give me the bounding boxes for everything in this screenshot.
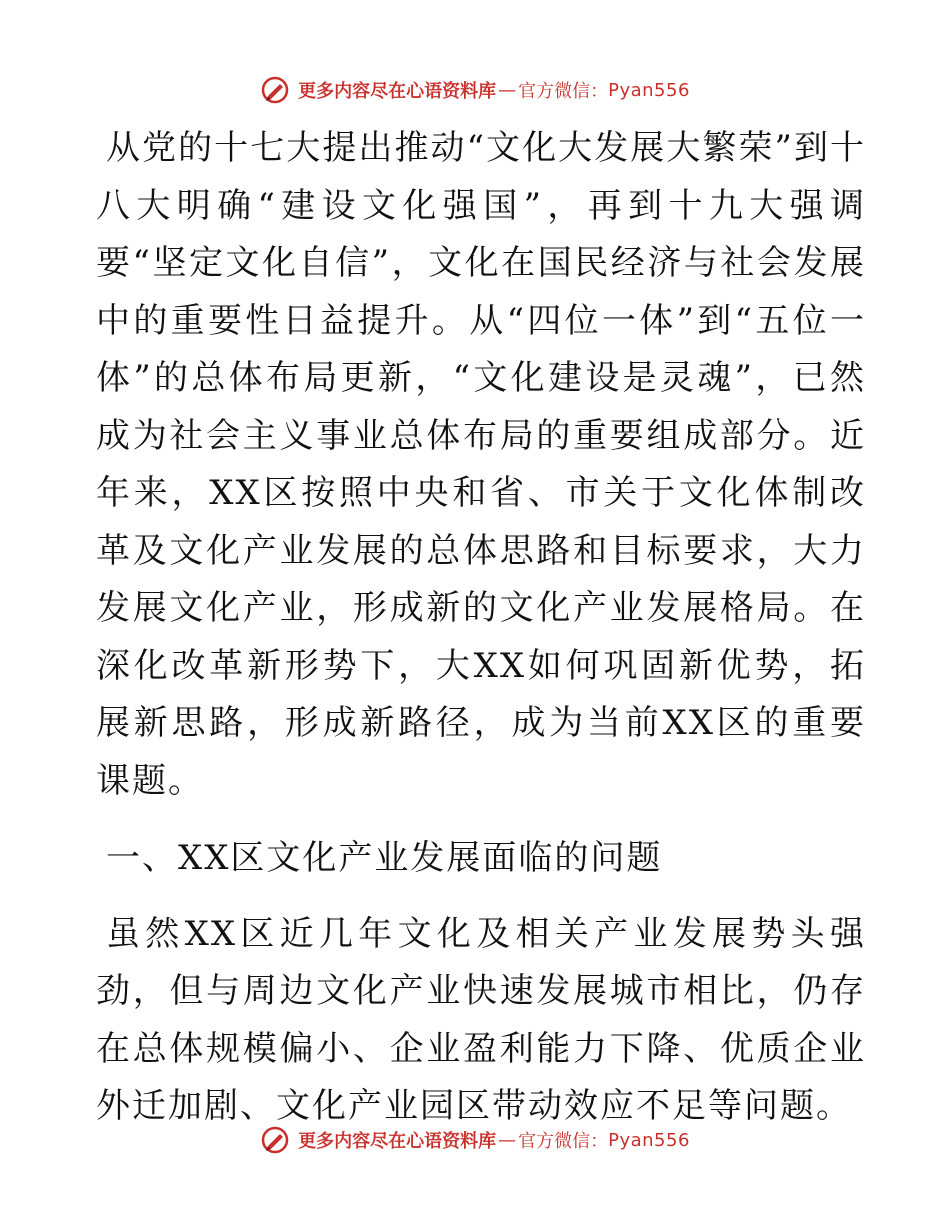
footer-label-text: 官方微信： — [518, 1131, 609, 1152]
header-brand-text: 更多内容尽在心语资料库 — [298, 81, 497, 102]
pen-logo-icon — [260, 75, 290, 105]
header-separator: — — [498, 79, 517, 101]
pen-logo-icon — [260, 1125, 290, 1155]
footer-banner — [0, 1120, 950, 1160]
header-label-text: 官方微信： — [518, 81, 609, 102]
section-heading: 一、XX区文化产业发展面临的问题 — [106, 838, 663, 878]
header-banner — [0, 70, 950, 110]
footer-brand-text: 更多内容尽在心语资料库 — [298, 1131, 497, 1152]
footer-handle-text: Pyan556 — [608, 1129, 690, 1151]
paragraph-intro: 从党的十七大提出推动“文化大发展大繁荣”到十八大明确“建设文化强国”，再到十九大强调要“坚定文化自信”，文化在国民经济与社会发展中的重要性日益提升。从“四位一体”到“五位一体”的总体布局更新，“文化建设是灵魂”，已然成为社会主义事业总体布局的重要组成部分。近年来，XX区按照中央和省、市关于文化体制改革及文化产业发展的总体思路和目标要求，大力发展文化产业，形成新的文化产业发展格局。在深化改革新形势下，大XX如何巩固新优势，拓展新思路，形成新路径，成为当前XX区的重要课题。 — [96, 128, 866, 801]
document-body — [96, 120, 866, 1136]
header-handle-text: Pyan556 — [608, 79, 690, 101]
paragraph-problems: 虽然XX区近几年文化及相关产业发展势头强劲，但与周边文化产业快速发展城市相比，仍存在总体规模偏小、企业盈利能力下降、优质企业外迁加剧、文化产业园区带动效应不足等问题。 — [96, 913, 866, 1126]
footer-separator: — — [498, 1129, 517, 1151]
